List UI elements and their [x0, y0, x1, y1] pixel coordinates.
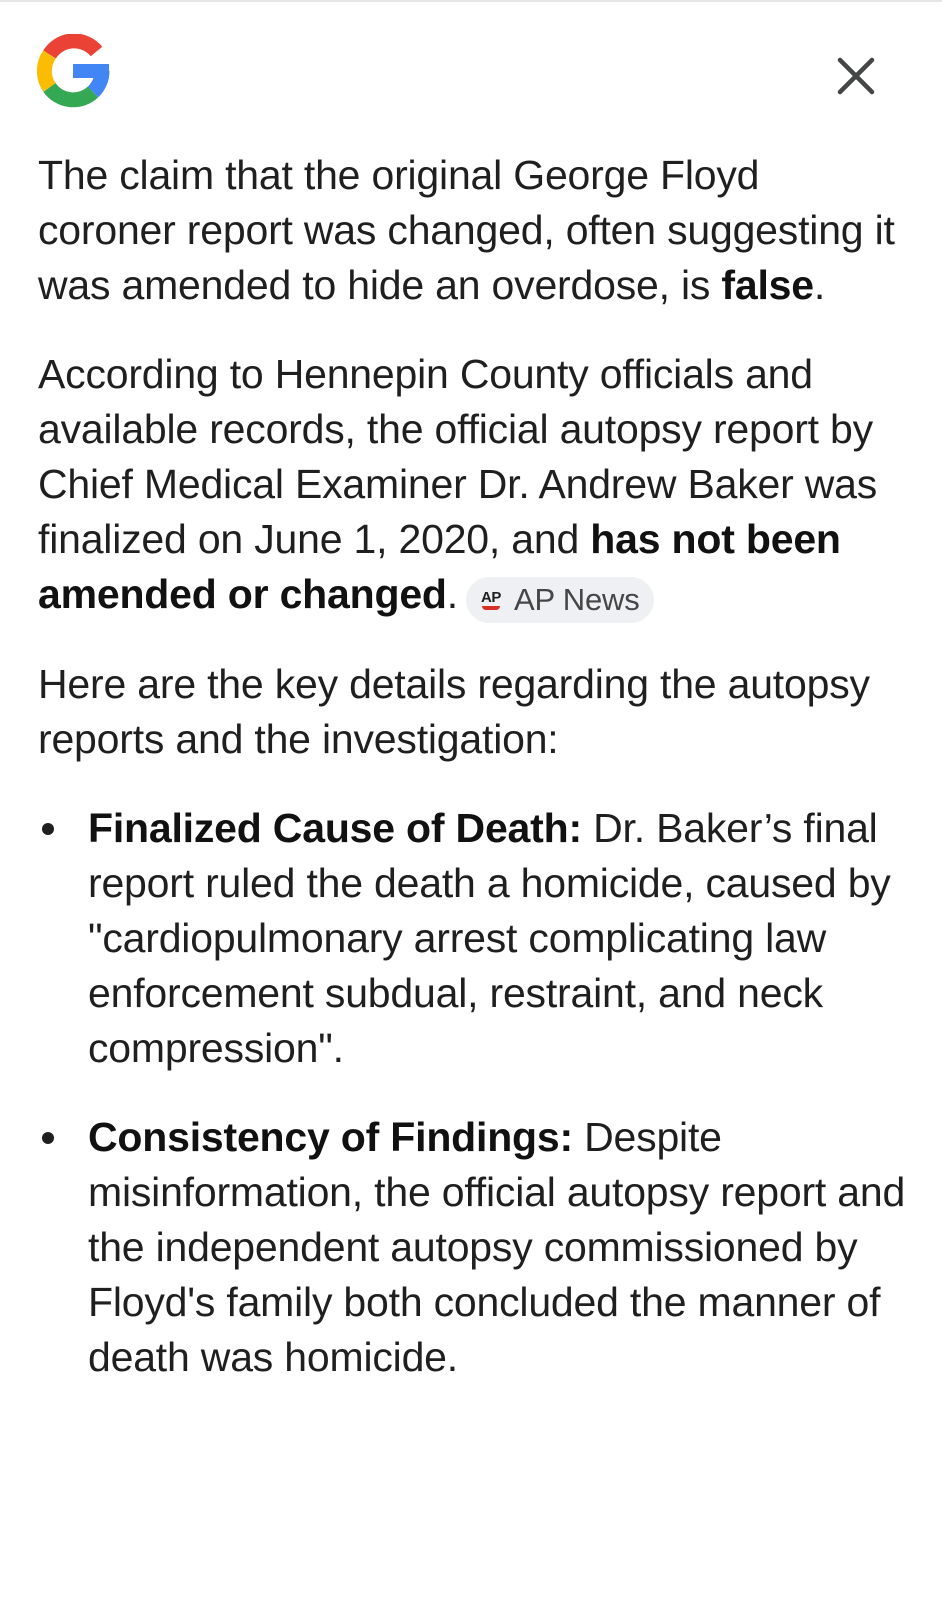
source-chip-ap-news[interactable] — [466, 577, 654, 623]
intro-paragraph: Here are the key details regarding the autopsy reports and the investigation: — [38, 661, 870, 762]
close-button[interactable] — [828, 48, 884, 104]
detail-paragraph: According to Hennepin County officials and available records, the official autopsy report by Chief Medical Examiner Dr. Andrew Baker was finalized on June 1, 2020, and has not been amended or changed. AP AP News — [38, 347, 908, 623]
summary-paragraph: The claim that the original George Floyd coroner report was changed, often suggesting it was amended to hide an overdose, is false. — [38, 152, 895, 308]
list-item — [38, 801, 908, 1076]
close-icon — [834, 54, 878, 98]
key-details-list — [38, 801, 908, 1385]
list-item — [38, 1110, 908, 1385]
ap-logo-icon: AP — [476, 583, 506, 617]
bullet-icon — [42, 1132, 54, 1144]
list-item-body: Despite misinformation, the official autopsy report and the independent autopsy commissioned by Floyd's family both concluded the manner of death was homicide. — [88, 1114, 906, 1380]
header — [0, 0, 942, 140]
bullet-icon — [42, 823, 54, 835]
verdict-text: false — [721, 262, 814, 308]
list-item-title: Finalized Cause of Death: — [88, 805, 582, 851]
source-chip-label: AP News — [513, 582, 640, 617]
emphasis-text: has not been amended or changed — [38, 516, 841, 617]
google-g-icon — [36, 34, 110, 108]
list-item-title: Consistency of Findings: — [88, 1114, 573, 1160]
ai-overview-content — [38, 148, 908, 1419]
list-item-body: Dr. Baker’s final report ruled the death a homicide, caused by "cardiopulmonary arrest complicating law enforcement subdual, restraint, and neck compression". — [88, 805, 891, 1071]
